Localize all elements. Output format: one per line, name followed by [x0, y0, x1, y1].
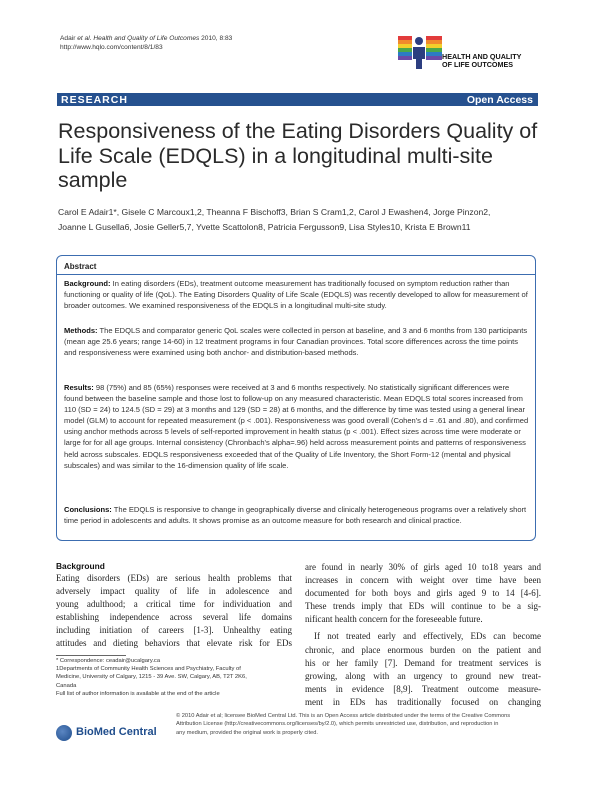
body-line: growing, along with an urgency to ground new treat- — [305, 670, 541, 681]
body-line: increases in concern with weight over time have been — [305, 575, 541, 586]
body-line: are found in nearly 30% of girls aged 10 to18 years and — [305, 562, 541, 572]
biomed-central-icon — [56, 725, 72, 741]
body-line: attitudes and dieting behaviors that elevate risk for EDs — [56, 638, 292, 649]
author-line-1: Carol E Adair1*, Gisele C Marcoux1,2, Theanna F Bischoff3, Brian S Cram1,2, Carol J Ewashen4, Jorge Pinzon2, — [58, 207, 491, 217]
body-line: establishing independence across several life domains — [56, 612, 292, 623]
citation-etal: et al. — [77, 35, 92, 42]
body-line: including initiation of careers [1-3]. Unhealthy eating — [56, 625, 292, 636]
article-title: Responsiveness of the Eating Disorders Quality of Life Scale (EDQLS) in a longitudinal multi-site sample — [58, 119, 538, 192]
abstract-conclusions — [64, 504, 530, 526]
body-right-column — [305, 561, 541, 709]
license-notice — [176, 712, 538, 737]
abstract-divider — [57, 274, 535, 275]
abstract-heading: Abstract — [64, 262, 97, 271]
license-line: © 2010 Adair et al; licensee BioMed Central Ltd. This is an Open Access article distributed under the terms of the Creative Commons — [176, 713, 511, 719]
affiliation-line: 1Departments of Community Health Sciences and Psychiatry, Faculty of — [56, 666, 241, 673]
correspondence-note[interactable]: * Correspondence: ceadair@ucalgary.ca — [56, 658, 161, 664]
body-line: If not treated early and effectively, EDs can become — [314, 631, 541, 642]
article-url[interactable]: http://www.hqlo.com/content/8/1/83 — [60, 44, 163, 51]
author-info-note: Full list of author information is available at the end of the article — [56, 690, 220, 697]
journal-citation — [60, 34, 232, 52]
body-line: chronic, and place enormous burden on the patient and — [305, 644, 541, 655]
footnotes — [56, 657, 296, 698]
journal-logo-text — [442, 53, 521, 70]
license-line: any medium, provided the original work is properly cited. — [176, 729, 318, 736]
results-text: 98 (75%) and 85 (65%) responses were received at 3 and 6 months respectively. No statistically significant differences were found between the baseline sample and those lost to follow-up on any measured characteristic. Mean EDQLS total scores increased from 110 (SD = 24) to 124.5 (SD = 29) at 3 months and 129 (SD = 28) at 6 months, and the difference by time was tested using a general linear model (GLM) to account for repeated measurement (p < .001). Responsiveness was good overall (Cohen's d = .61 and .80), and confirmed using anchor methods across 5 levels of self-reported improvement in health status (p < .001). Effect sizes across time were moderate or large for for all age groups. Internal consistency (Chronbach's alpha=.96) held across measurement points and patterns of responsiveness held across subscales. EDQLS responsiveness exceeded that of the Quality of Life Inventory, the Short Form-12 (mental and physical subscales) and was similar to the 16-dimension quality of life scale. — [64, 383, 529, 470]
banner-open-access-label: Open Access — [466, 94, 533, 106]
body-line: documented for both boys and girls aged 9 to 14 [4-6]. — [305, 588, 541, 599]
background-label: Background: — [64, 279, 111, 288]
license-line: Attribution License (http://creativecommons.org/licenses/by/2.0), which permits unrestricted use, distribution, and reproduction in — [176, 721, 499, 728]
logo-line-2: OF LIFE OUTCOMES — [442, 60, 514, 70]
citation-authors: Adair — [60, 35, 78, 42]
conclusions-label: Conclusions: — [64, 505, 112, 514]
body-line: ments in evidence [8,9]. Treatment outcome measure- — [305, 683, 541, 694]
publisher-name: BioMed Central — [76, 726, 157, 738]
body-line: These trends imply that EDs will continue to be a sig- — [305, 601, 541, 612]
background-text: In eating disorders (EDs), treatment outcome measurement has traditionally focused on symptom reduction rather than functioning or quality of life (QoL). The Eating Disorders Quality of Life Scale (EDQLS) was recently developed to allow for measurement of broader outcomes. We examined responsiveness of the EDQLS in a longitudinal multi-site study. — [64, 279, 528, 311]
banner-research-label: RESEARCH — [61, 94, 128, 106]
abstract-results — [64, 382, 530, 471]
author-list — [58, 205, 548, 234]
conclusions-text: The EDQLS is responsive to change in geographically diverse and clinically heterogeneous programs over a relatively short time period in adolescents and adults. It shows promise as an outcome measure for both research and clinical practice. — [64, 505, 527, 526]
journal-logo-icon — [398, 32, 442, 72]
author-line-2: Joanne L Gusella6, Josie Geller5,7, Yvette Scattolon8, Patricia Fergusson9, Lisa Styles10, Krista E Brown11 — [58, 221, 471, 232]
citation-volume: 2010, 8:83 — [199, 35, 233, 42]
abstract-box — [56, 255, 536, 541]
body-line: nificant health concern for the foreseeable future. — [305, 614, 483, 625]
affiliation-line: Canada — [56, 682, 77, 689]
logo-line-1: HEALTH AND QUALITY — [442, 52, 522, 61]
methods-text: The EDQLS and comparator generic QoL scales were collected in person at baseline, and 3 and 6 months from 130 participants (mean age 25.6 years; range 14-60) in 12 treatment programs in four Canadian provinces. Total score differences across the time points and responsiveness were examined using both anchor- and distribution-based methods. — [64, 326, 528, 358]
journal-logo — [398, 32, 548, 80]
body-line: Eating disorders (EDs) are serious health problems that — [56, 573, 292, 583]
body-line: young adulthood; a critical time for individuation and — [56, 599, 292, 610]
methods-label: Methods: — [64, 326, 98, 335]
body-line: ment in EDs has traditionally focused on changing — [305, 696, 541, 707]
abstract-methods — [64, 325, 530, 358]
background-heading: Background — [56, 561, 105, 571]
body-left-column — [56, 561, 292, 651]
citation-line — [60, 34, 232, 43]
section-banner — [57, 93, 538, 106]
results-label: Results: — [64, 383, 94, 392]
abstract-background — [64, 278, 530, 311]
footnote-divider — [56, 655, 126, 656]
citation-journal: Health and Quality of Life Outcomes — [91, 35, 200, 42]
affiliation-line: Medicine, University of Calgary, 1215 - 39 Ave. SW, Calgary, AB, T2T 2K6, — [56, 674, 247, 681]
body-line: his or her family [7]. Demand for treatment services is — [305, 657, 541, 668]
body-line: adversely impact quality of life in adolescence and — [56, 586, 292, 597]
publisher-logo — [56, 725, 176, 741]
